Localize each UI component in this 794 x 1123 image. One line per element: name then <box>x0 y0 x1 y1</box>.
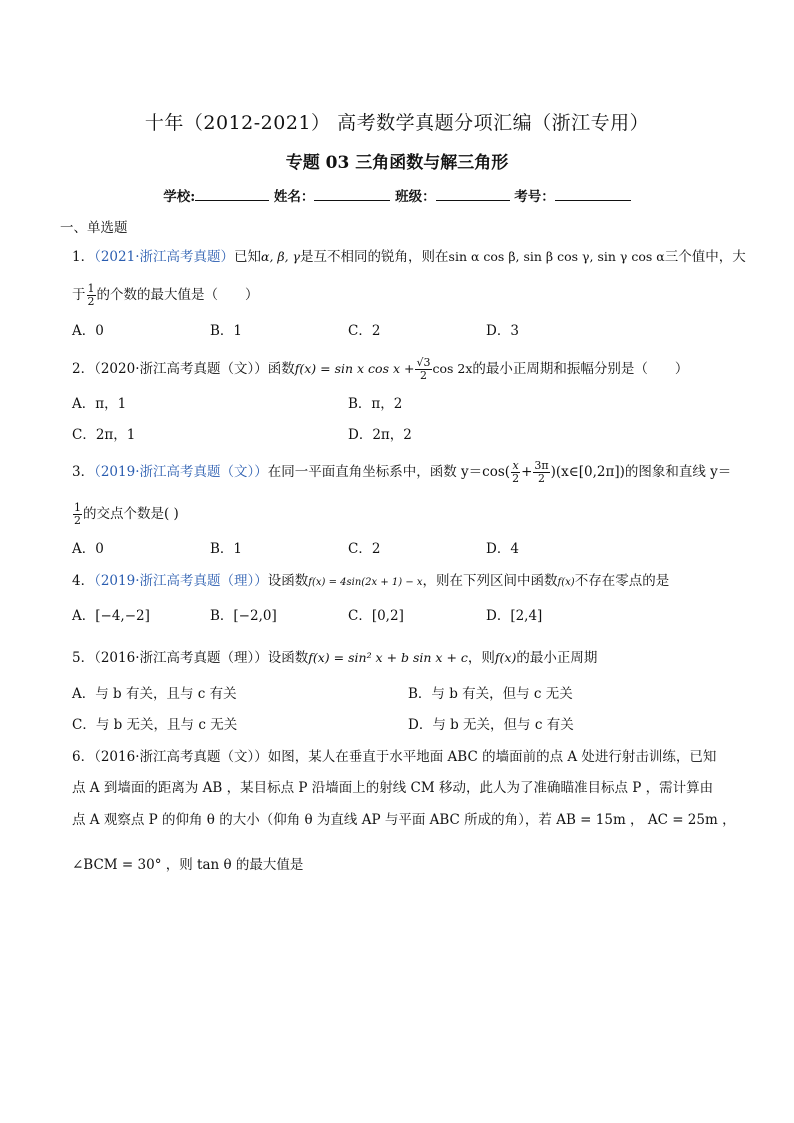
name-field[interactable] <box>314 188 390 201</box>
question-1-line-2 <box>72 283 259 308</box>
id-label: 考号： <box>514 189 555 205</box>
q5-option-a[interactable]: A．与 b 有关，且与 c 有关 <box>72 686 237 702</box>
question-3-line-2 <box>72 502 179 527</box>
school-field[interactable] <box>195 188 269 201</box>
q2-frac-den: 2 <box>419 369 427 382</box>
question-6-line-3: 点 A 观察点 P 的仰角 θ 的大小（仰角 θ 为直线 AP 与平面 ABC 所成的角），若 AB = 15m ， AC = 25m ， <box>72 812 736 828</box>
q6-source: （2016·浙江高考真题（文）） <box>94 749 268 765</box>
q5-expr-b: f(x) <box>494 650 517 665</box>
q4-expr: f(x) = 4sin(2x + 1) − x <box>308 577 423 588</box>
q1-option-d[interactable]: D．3 <box>486 323 519 339</box>
q3-option-a[interactable]: A．0 <box>72 541 104 557</box>
q3-plus: + <box>521 464 533 480</box>
q1-fraction <box>87 283 96 308</box>
q4-option-a[interactable]: A．[−4,−2] <box>72 608 150 624</box>
q3-option-c[interactable]: C．2 <box>348 541 381 557</box>
page-subtitle: 专题 03 三角函数与解三角形 <box>285 153 509 173</box>
q3-fraction-1 <box>511 460 520 485</box>
q4-option-b[interactable]: B．[−2,0] <box>210 608 277 624</box>
q1-text-d: 于 <box>72 287 86 303</box>
q4-number: 4． <box>72 573 95 589</box>
q2-expr-b: cos 2x <box>432 361 473 376</box>
student-info-line <box>0 185 794 205</box>
q2-text-b: 的最小正周期和振幅分别是（ ） <box>472 361 689 377</box>
q1-text-a: 已知 <box>234 249 261 265</box>
question-6-line-2: 点 A 到墙面的距离为 AB ，某目标点 P 沿墙面上的射线 CM 移动，此人为了准确瞄准目标点 P ，需计算由 <box>72 780 714 796</box>
q5-expr: f(x) = sin² x + b sin x + c <box>308 650 468 665</box>
q1-option-b[interactable]: B．1 <box>210 323 243 339</box>
q1-expr: sin α cos β, sin β cos γ, sin γ cos α <box>448 249 665 264</box>
q5-text-b: ，则 <box>467 650 495 666</box>
q1-option-c[interactable]: C．2 <box>348 323 381 339</box>
q3-number: 3． <box>72 464 95 480</box>
q6-line-1-text: 如图，某人在垂直于水平地面 ABC 的墙面前的点 A 处进行射击训练，已知 <box>267 749 717 765</box>
section-title: 一、单选题 <box>60 220 128 236</box>
q4-option-c[interactable]: C．[0,2] <box>348 608 404 624</box>
q4-option-d[interactable]: D．[2,4] <box>486 608 543 624</box>
q2-text-a: 函数 <box>267 361 295 377</box>
question-6-line-4: ∠BCM = 30° ，则 tan θ 的最大值是 <box>72 857 304 873</box>
q2-expr-a: f(x) = sin x cos x + <box>294 361 415 376</box>
q3-fraction-2 <box>533 460 549 485</box>
page-title: 十年（2012-2021） 高考数学真题分项汇编（浙江专用） <box>144 112 650 134</box>
q3-option-d[interactable]: D．4 <box>486 541 519 557</box>
class-label: 班级： <box>395 189 436 205</box>
name-label: 姓名： <box>273 189 315 205</box>
q1-option-a[interactable]: A．0 <box>72 323 104 339</box>
question-4-line-1 <box>72 571 669 593</box>
q6-number: 6． <box>72 749 95 765</box>
q5-number: 5． <box>72 650 95 666</box>
id-field[interactable] <box>555 188 631 201</box>
q3-f1-num: x <box>512 459 519 472</box>
q2-option-a[interactable]: A．π，1 <box>72 396 127 412</box>
q5-text-a: 设函数 <box>267 650 309 666</box>
q3-fraction-3 <box>73 502 82 527</box>
q2-option-d[interactable]: D．2π，2 <box>348 427 412 443</box>
q2-number: 2． <box>72 361 95 377</box>
q1-source: （2021·浙江高考真题） <box>94 249 234 265</box>
q5-option-d[interactable]: D．与 b 无关，但与 c 有关 <box>408 717 574 733</box>
q1-text-e: 的个数的最大值是（ ） <box>96 287 259 303</box>
q5-option-c[interactable]: C．与 b 无关，且与 c 无关 <box>72 717 238 733</box>
question-6-line-1 <box>72 747 716 767</box>
class-field[interactable] <box>436 188 510 201</box>
question-3-line-1 <box>72 460 731 485</box>
q3-f2-den: 2 <box>537 472 545 485</box>
q1-text-b: 是互不相同的锐角，则在 <box>300 249 449 265</box>
q1-frac-den: 2 <box>87 295 95 308</box>
school-label: 学校: <box>163 189 196 205</box>
question-2-line-1 <box>72 357 688 382</box>
q4-expr-b: f(x) <box>557 577 575 588</box>
q5-text-c: 的最小正周期 <box>516 650 598 666</box>
q1-number: 1． <box>72 249 95 265</box>
q2-frac-num: √3 <box>416 356 431 369</box>
q3-f1-den: 2 <box>512 472 520 485</box>
q2-fraction <box>415 357 431 382</box>
q2-option-b[interactable]: B．π，2 <box>348 396 403 412</box>
question-1-line-1 <box>72 247 746 267</box>
q3-source: （2019·浙江高考真题（文）） <box>94 464 268 480</box>
q2-option-c[interactable]: C．2π，1 <box>72 427 136 443</box>
q4-source: （2019·浙江高考真题（理）） <box>94 573 268 589</box>
q3-text-c: 的交点个数是( ) <box>83 506 179 522</box>
q2-source: （2020·浙江高考真题（文）） <box>94 361 268 377</box>
q3-option-b[interactable]: B．1 <box>210 541 243 557</box>
q5-source: （2016·浙江高考真题（理）） <box>94 650 268 666</box>
q4-text-b: ，则在下列区间中函数 <box>422 573 558 589</box>
q1-frac-num: 1 <box>87 282 95 295</box>
question-5-line-1 <box>72 648 597 668</box>
q3-text-a: 在同一平面直角坐标系中，函数 y＝cos( <box>267 464 511 480</box>
q5-option-b[interactable]: B．与 b 有关，但与 c 无关 <box>408 686 573 702</box>
q1-vars: α, β, γ <box>261 249 301 264</box>
q3-f3-num: 1 <box>74 501 81 514</box>
q3-text-b: )(x∈[0,2π])的图象和直线 y＝ <box>550 464 732 480</box>
q4-text-c: 不存在零点的是 <box>574 573 670 589</box>
q1-text-c: 三个值中，大 <box>664 249 746 265</box>
q4-text-a: 设函数 <box>267 573 309 589</box>
q3-f3-den: 2 <box>74 514 81 527</box>
q3-f2-num: 3π <box>534 459 549 472</box>
